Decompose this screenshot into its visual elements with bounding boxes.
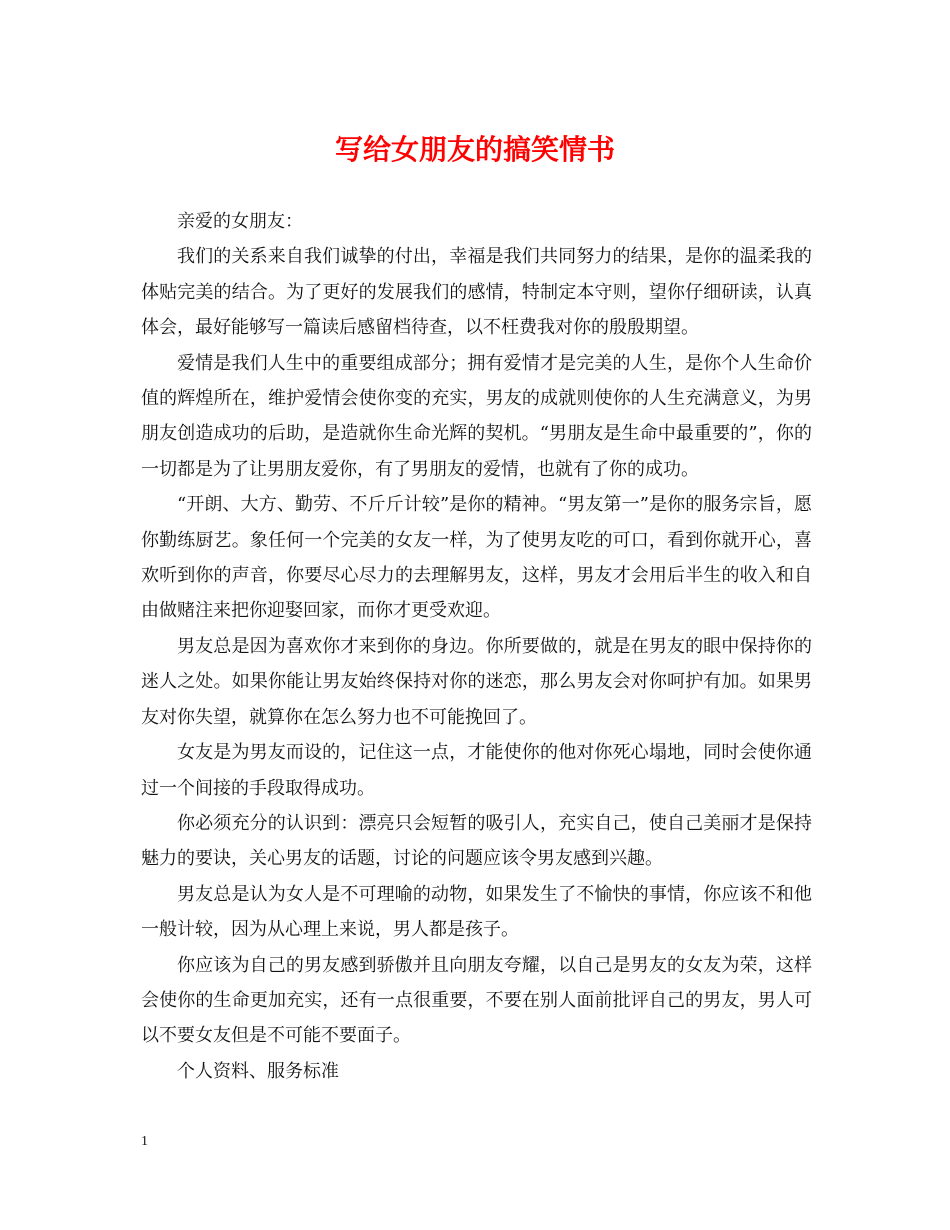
document-title: 写给女朋友的搞笑情书 (334, 133, 615, 166)
paragraph: 男友总是认为女人是不可理喻的动物，如果发生了不愉快的事情，你应该不和他一般计较，因为从心理上来说，男人都是孩子。 (141, 883, 812, 941)
paragraph: 我们的关系来自我们诚挚的付出，幸福是我们共同努力的结果，是你的温柔我的体贴完美的结合。为了更好的发展我们的感情，特制定本守则，望你仔细研读，认真体会，最好能够写一篇读后感留档待查，以不枉费我对你的殷殷期望。 (141, 246, 812, 339)
paragraph: 你必须充分的认识到：漂亮只会短暂的吸引人，充实自己，使自己美丽才是保持魅力的要诀，关心男友的话题，讨论的问题应该令男友感到兴趣。 (141, 812, 812, 870)
salutation: 亲爱的女朋友： (177, 211, 303, 232)
paragraph: “开朗、大方、勤劳、不斤斤计较”是你的精神。“男友第一”是你的服务宗旨，愿你勤练厨艺。象任何一个完美的女友一样，为了使男友吃的可口，看到你就开心，喜欢听到你的声音，你要尽心尽力的去理解男友，这样，男友才会用后半生的收入和自由做赌注来把你迎娶回家，而你才更受欢迎。 (141, 494, 812, 622)
document-body (141, 204, 812, 1089)
page-number: 1 (141, 1134, 148, 1149)
section-heading: 个人资料、服务标准 (177, 1060, 339, 1082)
paragraph: 女友是为男友而设的，记住这一点，才能使你的他对你死心塌地，同时会使你通过一个间接的手段取得成功。 (141, 742, 812, 799)
paragraph: 男友总是因为喜欢你才来到你的身边。你所要做的，就是在男友的眼中保持你的迷人之处。如果你能让男友始终保持对你的迷恋，那么男友会对你呵护有加。如果男友对你失望，就算你在怎么努力也不可能挽回了。 (141, 635, 812, 728)
paragraph: 爱情是我们人生中的重要组成部分；拥有爱情才是完美的人生，是你个人生命价值的辉煌所在，维护爱情会使你变的充实，男友的成就则使你的人生充满意义，为男朋友创造成功的后助，是造就你生命光辉的契机。“男朋友是生命中最重要的”，你的一切都是为了让男朋友爱你，有了男朋友的爱情，也就有了你的成功。 (141, 352, 812, 480)
paragraph: 你应该为自己的男友感到骄傲并且向朋友夸耀，以自己是男友的女友为荣，这样会使你的生命更加充实，还有一点很重要，不要在别人面前批评自己的男友，男人可以不要女友但是不可能不要面子。 (141, 954, 812, 1047)
